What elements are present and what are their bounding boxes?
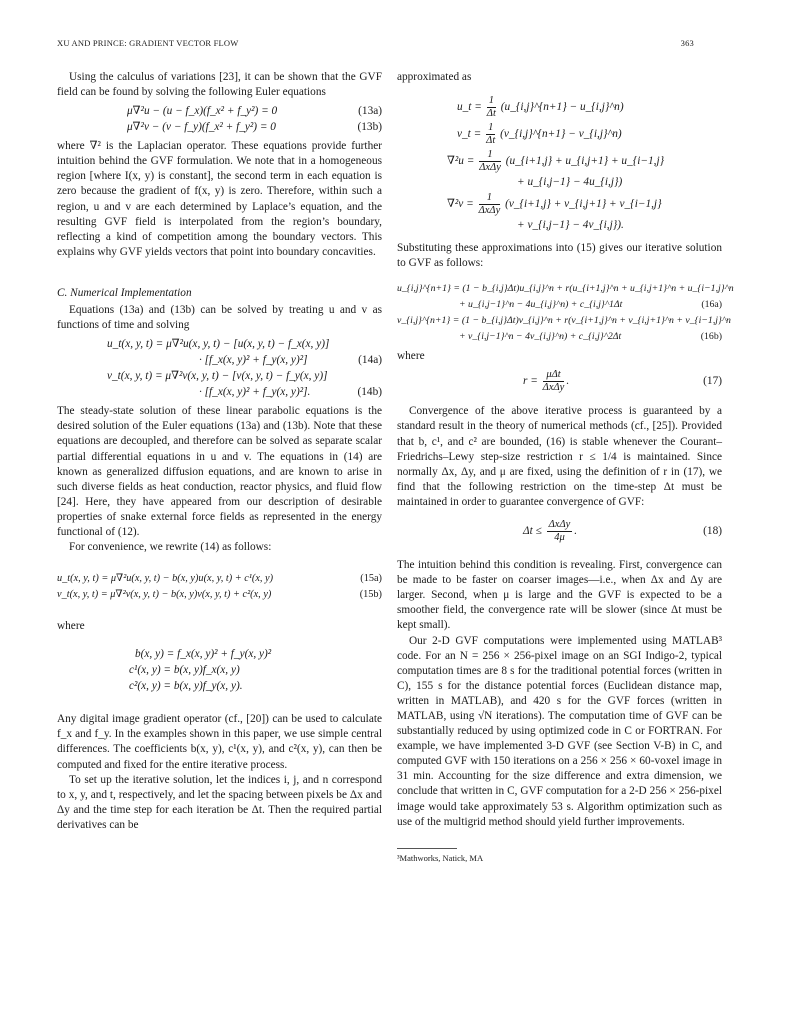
equation-14a: u_t(x, y, t) = μ∇²u(x, y, t) − [u(x, y, t) − f_x(x, y)] xyxy=(107,338,330,351)
paragraph: where ∇² is the Laplacian operator. These equations provide further intuition behind the GVF formulation. We note that in a homogeneous region [where I(x, y) is constant], the second term in each equation is zero because the gradient of f(x, y) is zero. Therefore, within such a region, u and v are each determined by Laplace’s equation, and the resulting GVF field is interpolated from the region’s boundary, reflecting a kind of competition among the boundary vectors. This explains why GVF yields vectors that point into boundary concavities. xyxy=(57,140,382,258)
paragraph: For convenience, we rewrite (14) as follows: xyxy=(69,541,272,554)
running-header: XU AND PRINCE: GRADIENT VECTOR FLOW xyxy=(57,38,239,48)
paragraph: Equations (13a) and (13b) can be solved by treating u and v as functions of time and solving xyxy=(57,304,382,332)
page-number: 363 xyxy=(680,38,694,48)
equation-laplacian-v: ∇²v = $\frac{1}{\text{ΔxΔy}}$ (v_{i+1,j} + v_{i,j+1} + v_{i−1,j} xyxy=(447,192,662,217)
equation-ut: u_t = $\frac{1}{\Delta t}$ (u_{i,j}^{n+1} − u_{i,j}^n) xyxy=(457,95,624,120)
paragraph: approximated as xyxy=(397,71,472,83)
paragraph: Convergence of the above iterative process is guaranteed by a standard result in the theory of numerical methods (cf., [25]). Provided that b, c¹, and c² are bounded, (16) is stable whenever the Courant–Friedrichs–Lewy step-size restriction r ≤ 1/4 is maintained. Since normally Δx, Δy, and μ are fixed, using the definition of r in (17), we find that the following restriction on the time-step Δt must be maintained in order to guarantee convergence of GVF: xyxy=(397,405,722,508)
equation-15a: u_t(x, y, t) = μ∇²u(x, y, t) − b(x, y)u(x, y, t) + c¹(x, y) (15a) xyxy=(57,573,382,585)
paragraph: The steady-state solution of these linear parabolic equations is the desired solution of the Euler equations (13a) and (13b). Note that these equations are decoupled, and therefore can be solved as separate scalar partial differential equations in u and v. The equations in (14) are known as generalized diffusion equations, and are known to arise in such diverse fields as heat conduction, reactor physics, and fluid flow [24]. Here, they have appeared from our description of desirable properties of snake external force fields as represented in the energy functional of (12). xyxy=(57,405,382,538)
paragraph: The intuition behind this condition is revealing. First, convergence can be made to be faster on coarser images—i.e., when Δx and Δy are larger. Second, when μ is large and the GVF is expected to be a smoother field, the convergence rate will be slower (since Δt must be kept small). xyxy=(397,559,722,632)
equation-16a-line2: + u_{i,j−1}^n − 4u_{i,j}^n) + c_{i,j}^1Δt (16a) xyxy=(459,299,722,311)
left-column xyxy=(57,70,382,833)
equation-13b: μ∇²v − (v − f_y)(f_x² + f_y²) = 0 (13b) xyxy=(127,121,382,134)
paragraph: Using the calculus of variations [23], it can be shown that the GVF field can be found by solving the following Euler equations xyxy=(57,71,382,99)
paragraph: where xyxy=(397,350,425,363)
equation-laplacian-u-line2: + u_{i,j−1} − 4u_{i,j}) xyxy=(517,176,623,189)
equation-13a: μ∇²u − (u − f_x)(f_x² + f_y²) = 0 (13a) xyxy=(127,105,382,118)
equation-16a: u_{i,j}^{n+1} = (1 − b_{i,j}Δt)u_{i,j}^n + r(u_{i+1,j}^n + u_{i,j+1}^n + u_{i−1,j}^n xyxy=(397,283,734,295)
footnote-rule xyxy=(397,848,457,849)
right-column xyxy=(397,70,734,864)
equation-c1: c¹(x, y) = b(x, y)f_x(x, y) xyxy=(129,664,240,677)
equation-16b-line2: + v_{i,j−1}^n − 4v_{i,j}^n) + c_{i,j}^2Δt (16b) xyxy=(459,331,722,343)
equation-laplacian-v-line2: + v_{i,j−1} − 4v_{i,j}). xyxy=(517,219,624,232)
equation-16b: v_{i,j}^{n+1} = (1 − b_{i,j}Δt)v_{i,j}^n + r(v_{i+1,j}^n + v_{i,j+1}^n + v_{i−1,j}^n xyxy=(397,315,731,327)
equation-14a-line2: · [f_x(x, y)² + f_y(x, y)²] (14a) xyxy=(199,354,382,367)
paragraph: where xyxy=(57,620,85,633)
equation-14b-line2: · [f_x(x, y)² + f_y(x, y)²]. (14b) xyxy=(199,386,382,399)
equation-18: Δt ≤ $\frac{\text{ΔxΔy}}{4\mu}$ . (18) xyxy=(523,518,722,543)
equation-17: r = $\frac{\text{μΔt}}{\text{ΔxΔy}}$ . (17) xyxy=(523,369,722,394)
equation-c2: c²(x, y) = b(x, y)f_y(x, y). xyxy=(129,680,243,693)
equation-laplacian-u: ∇²u = $\frac{1}{\text{ΔxΔy}}$ (u_{i+1,j} + u_{i,j+1} + u_{i−1,j} xyxy=(447,149,665,174)
paragraph: Any digital image gradient operator (cf., [20]) can be used to calculate f_x and f_y. In the examples shown in this paper, we use simple central differences. The coefficients b(x, y), c¹(x, y), and c²(x, y), can then be computed and fixed for the entire iterative process. xyxy=(57,713,382,771)
equation-b: b(x, y) = f_x(x, y)² + f_y(x, y)² xyxy=(135,648,272,661)
footnote: ³Mathworks, Natick, MA xyxy=(397,852,484,863)
equation-15b: v_t(x, y, t) = μ∇²v(x, y, t) − b(x, y)v(x, y, t) + c²(x, y) (15b) xyxy=(57,589,382,601)
equation-vt: v_t = $\frac{1}{\Delta t}$ (v_{i,j}^{n+1} − v_{i,j}^n) xyxy=(457,122,622,147)
section-heading: C. Numerical Implementation xyxy=(57,286,192,299)
paragraph: To set up the iterative solution, let the indices i, j, and n correspond to x, y, and t, respectively, and let the spacing between pixels be Δx and Δy and the time step for each iteration be Δt. Then the required partial derivatives can be xyxy=(57,773,382,831)
paragraph: Substituting these approximations into (15) gives our iterative solution to GVF as follows: xyxy=(397,242,722,270)
paragraph: Our 2-D GVF computations were implemented using MATLAB³ code. For an N = 256 × 256-pixel image on an SGI Indigo-2, typical computation times are 8 s for the traditional potential forces (written in C), 155 s for the distance potential forces (Euclidean distance map, written in MATLAB), and 420 s for the GVF forces (written in MATLAB, using √N iterations). The computation time of GVF can be substantially reduced by using optimized code in C or FORTRAN. For example, we have implemented 3-D GVF (see Section V-B) in C, and computed GVF with 150 iterations on a 256 × 256 × 60-voxel image in 31 min. Accounting for the size difference and extra dimension, we conclude that written in C, GVF computation for a 2-D 256 × 256-pixel image would take approximately 53 s. Algorithm optimization such as use of the multigrid method should yield further improvements. xyxy=(397,634,722,828)
equation-14b: v_t(x, y, t) = μ∇²v(x, y, t) − [v(x, y, t) − f_y(x, y)] xyxy=(107,370,328,383)
